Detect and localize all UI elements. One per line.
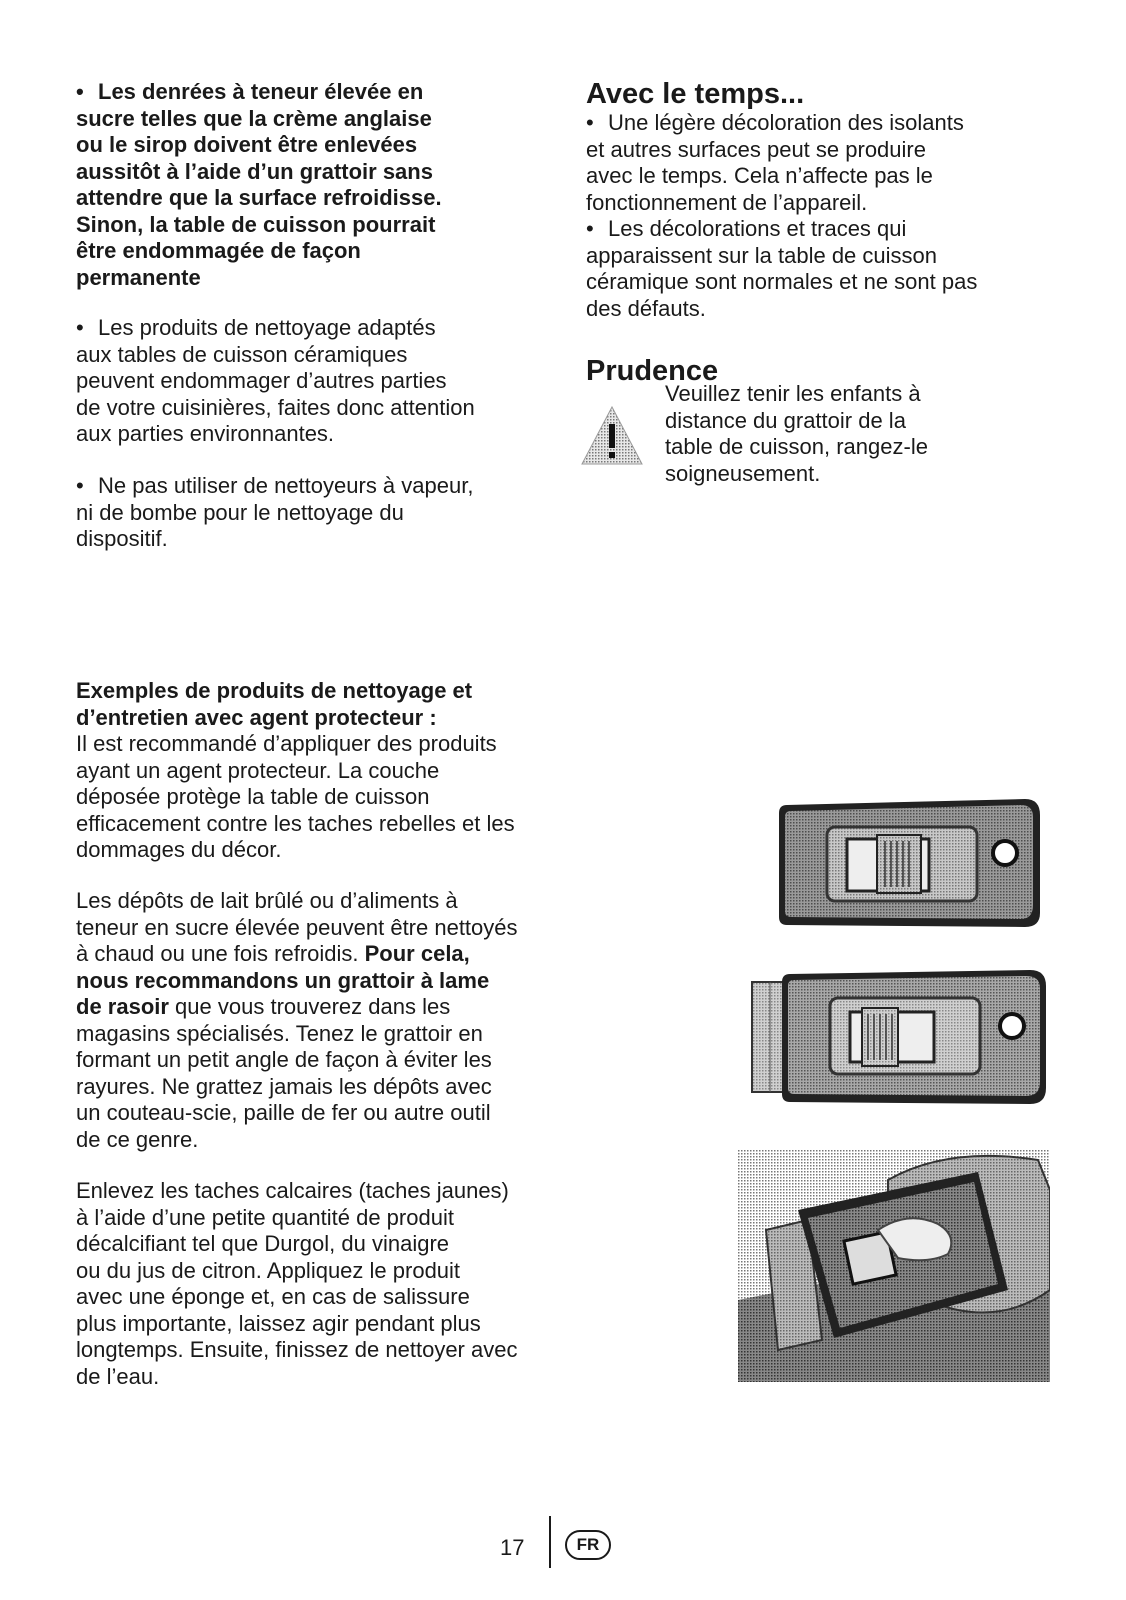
bullet-symbol: • [76,473,84,498]
caution-text: Veuillez tenir les enfants à distance du grattoir de la table de cuisson, rangez-le soigneusement. [665,381,928,486]
scraper-closed-image [775,795,1045,935]
bullet-sugar-section [76,79,546,291]
time-bullet-1 [586,110,1036,216]
bullet-symbol: • [76,315,84,340]
page-number: 17 [500,1535,525,1560]
footer-divider [549,1516,551,1568]
caution-text-block [665,381,1045,487]
scraper-in-hand-image [738,1150,1050,1382]
deposits-section [76,888,546,1153]
caution-heading: Prudence [586,355,719,387]
time-bullet-2-text: Les décolorations et traces qui apparaissent sur la table de cuisson céramique sont normales et ne sont pas des défauts. [586,216,978,321]
time-bullet-2 [586,216,1036,322]
bullet-sugar [76,79,546,291]
bullet-products-text: Les produits de nettoyage adaptés aux tables de cuisson céramiques peuvent endommager d’autres parties de votre cuisinières, faites donc attention aux parties environnantes. [76,315,475,446]
deposits-text-end: que vous trouverez dans les magasins spécialisés. Tenez le grattoir en formant un petit angle de façon à éviter les rayures. Ne grattez jamais les dépôts avec un couteau-scie, paille de fer ou autre outil de ce genre. [76,994,492,1152]
deposits-paragraph [76,888,546,1153]
bullet-symbol: • [76,79,84,104]
bullet-sugar-text: Les denrées à teneur élevée en sucre telles que la crème anglaise ou le sirop doivent être enlevées aussitôt à l’aide d’un grattoir sans attendre que la surface refroidisse. Sinon, la table de cuisson pourrait être endommagée de façon permanente [76,79,442,290]
examples-section [76,678,546,864]
bullet-symbol: • [586,110,594,135]
time-bullet-1-text: Une légère décoloration des isolants et autres surfaces peut se produire avec le temps. Cela n’affecte pas le fonctionnement de l’appareil. [586,110,964,215]
examples-text: Il est recommandé d’appliquer des produits ayant un agent protecteur. La couche déposée protège la table de cuisson efficacement contre les taches rebelles et les dommages du décor. [76,731,515,862]
limescale-paragraph: Enlevez les taches calcaires (taches jaunes) à l’aide d’une petite quantité de produit décalcifiant tel que Durgol, du vinaigre ou du jus de citron. Appliquez le produit avec une éponge et, en cas de salissure plus importante, laissez agir pendant plus longtemps. Ensuite, finissez de nettoyer avec de l’eau. [76,1178,518,1389]
time-section [586,78,1036,322]
examples-heading: Exemples de produits de nettoyage et d’entretien avec agent protecteur : [76,678,473,730]
deposits-text-start: Les dépôts de lait brûlé ou d’aliments à teneur en sucre élevée peuvent être nettoyés à chaud ou une fois refroidis. [76,888,518,966]
language-badge: FR [565,1530,611,1560]
time-heading: Avec le temps... [586,78,805,110]
bullet-products-section [76,315,546,448]
bullet-steam-text: Ne pas utiliser de nettoyeurs à vapeur, ni de bombe pour le nettoyage du dispositif. [76,473,474,551]
bullet-steam-section [76,473,546,553]
bullet-steam [76,473,546,553]
deposits-text-bold: Pour cela, nous recommandons un grattoir à lame de rasoir [76,941,490,1019]
limescale-section [76,1178,556,1390]
scraper-open-image [750,968,1050,1108]
bullet-products [76,315,546,448]
warning-triangle-icon [580,404,644,468]
bullet-symbol: • [586,216,594,241]
